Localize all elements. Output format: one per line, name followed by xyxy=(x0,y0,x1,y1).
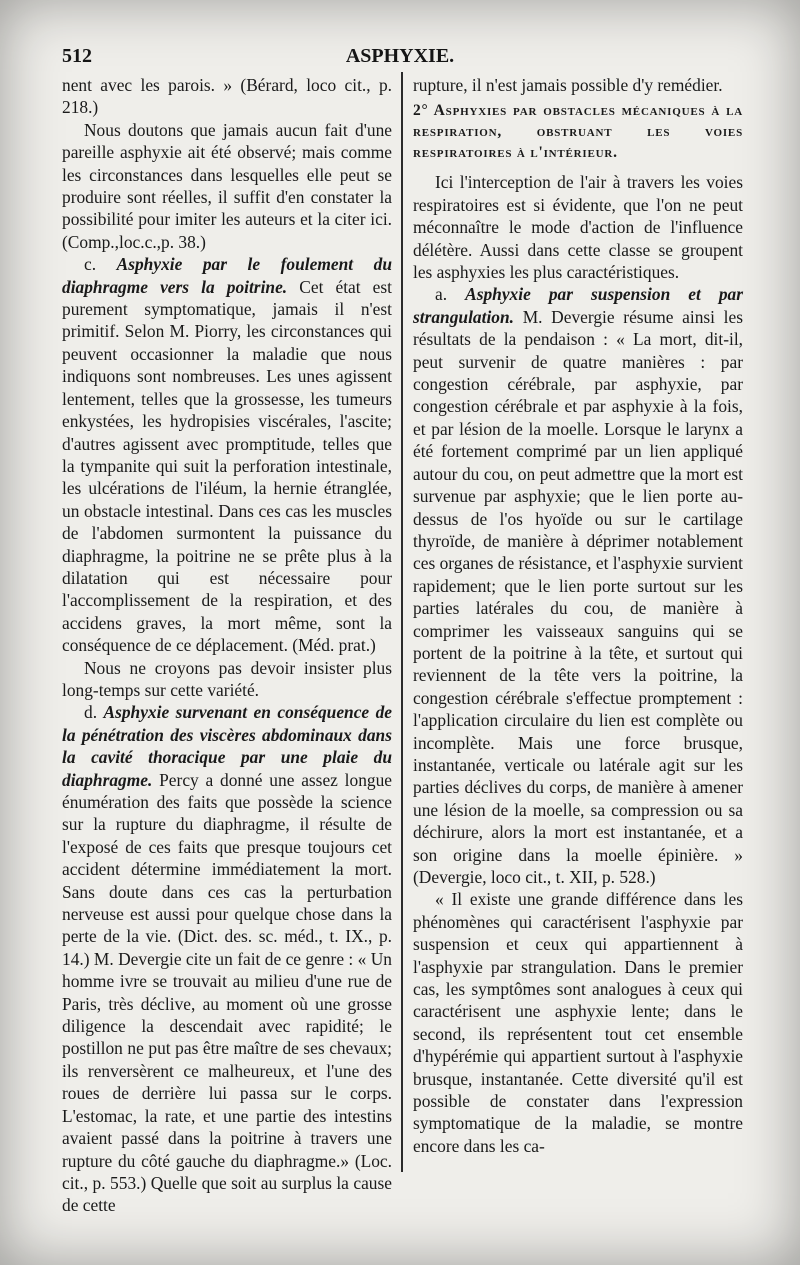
section-title: Asphyxie par le foulement du diaphragme vers la poitrine. xyxy=(62,254,392,297)
page-number: 512 xyxy=(62,45,92,67)
paragraph: nent avec les parois. » (Bérard, loco cit., p. 218.) xyxy=(62,75,392,118)
paragraph: « Il existe une grande différence dans les phénomènes qui caractérisent l'asphyxie par suspension et ceux qui appartiennent à l'asphyxie par strangulation. Dans le premier cas, les symptômes sont analogues à ceux qui caractérisent une asphyxie lente; dans le second, ils représentent tout cet ensemble d'hypérémie qui appartient surtout à l'asphyxie brusque, instantanée. Cette diversité qu'il est possible de constater dans l'expression symptomatique de la maladie, se montre encore dans les ca- xyxy=(413,889,743,1156)
right-column xyxy=(413,74,743,1157)
column-divider xyxy=(401,72,403,1172)
section-a xyxy=(413,283,743,888)
paragraph: rupture, il n'est jamais possible d'y remédier. xyxy=(413,75,723,95)
running-title: ASPHYXIE. xyxy=(345,45,455,67)
page-header xyxy=(62,45,738,73)
section-label: c. xyxy=(84,254,97,275)
paragraph: Nous doutons que jamais aucun fait d'une pareille asphyxie ait été observé; mais comme les circonstances dans lesquelles elle peut se produire sont réelles, il suffit d'en constater la possibilité pour imiter les auteurs et la citer ici.(Comp.,loc.c.,p. 38.) xyxy=(62,119,392,252)
section-d xyxy=(62,701,392,1216)
section-c xyxy=(62,253,392,656)
section-text: Percy a donné une assez longue énumération des faits que possède la science sur la rupture du diaphragme, il résulte de l'exposé de ces faits que presque toujours cet accident détermine immédiatement la mort. Sans doute dans ces cas la perturbation nerveuse est aussi pour quelque chose dans la perte de la vie. (Dict. des. sc. méd., t. IX., p. 14.) M. Devergie cite un fait de ce genre : « Un homme ivre se trouvait au milieu d'une rue de Paris, très déclive, au moment où une grosse diligence la descendait avec rapidité; le postillon ne put pas être maître de ses chevaux; ils renversèrent ce malheureux, et l'une des roues de derrière lui passa sur le corps. L'estomac, la rate, et une partie des intestins avaient passé dans la poitrine à travers une rupture du côté gauche du diaphragme.» (Loc. cit., p. 553.) Quelle que soit au surplus la cause de cette xyxy=(62,769,393,1216)
section-title: Asphyxie survenant en conséquence de la pénétration des viscères abdominaux dans la cavité thoracique par une plaie du diaphragme. xyxy=(62,702,392,790)
section-label: d. xyxy=(84,702,98,723)
section-text: Cet état est purement symptomatique, jamais il n'est primitif. Selon M. Piorry, les circonstances qui peuvent occasionner la maladie que nous indiquons sont nombreuses. Les unes agissent lentement, telles que la grossesse, les tumeurs enkystées, les hydropisies viscérales, l'ascite; d'autres agissent avec promptitude, telles que la tympanite qui suit la perforation intestinale, les ulcérations de l'iléum, la hernie étranglée, un obstacle intestinal. Dans ces cas les muscles de l'abdomen surmontent la puissance du diaphragme, la poitrine ne se prête plus à la dilatation qui est nécessaire pour l'accomplissement de la respiration, et des accidens graves, la mort même, sont la conséquence de ce déplacement. (Méd. prat.) xyxy=(62,276,392,656)
section-title: Asphyxie par suspension et par strangulation. xyxy=(413,284,744,327)
paragraph: Ici l'interception de l'air à travers les voies respiratoires est si évidente, que l'on ne peut méconnaître le mode d'action de l'influence délétère. Aussi dans cette classe se groupent les asphyxies les plus caractéristiques. xyxy=(413,172,743,283)
section-label: a. xyxy=(435,284,448,305)
paragraph: Nous ne croyons pas devoir insister plus long-temps sur cette variété. xyxy=(62,657,392,700)
section-text: M. Devergie résume ainsi les résultats de la pendaison : « La mort, dit-il, peut survenir de quatre manières : par congestion cérébrale, par asphyxie, par congestion cérébrale et par asphyxie à la fois, et par lésion de la moelle. Lorsque le larynx a été fortement comprimé par un lien appliqué autour du cou, on peut admettre que la mort est survenue par asphyxie; que le lien porte au-dessus de l'os hyoïde ou sur le cartilage thyroïde, de manière à déprimer notablement ces organes de résistance, et l'asphyxie survient rapidement; que le lien porte surtout sur les parties latérales du cou, de manière à comprimer les vaisseaux sanguins qui se portent de la poitrine à la tête, et surtout qui reviennent de la tête vers la poitrine, la congestion cérébrale s'effectue promptement : l'application circulaire du lien est complète ou incomplète. Mais une force brusque, instantanée, verticale ou latérale agit sur les parties déclives du corps, de manière à amener une lésion de la moelle, sa compression ou sa déchirure, alors la mort est instantanée, et a son origine dans la moelle épinière. » (Devergie, loco cit., t. XII, p. 528.) xyxy=(413,306,744,887)
left-column xyxy=(62,74,392,1217)
section-heading: 2° Asphyxies par obstacles mécaniques à la respiration, obstruant les voies respiratoires à l'intérieur. xyxy=(413,102,743,162)
